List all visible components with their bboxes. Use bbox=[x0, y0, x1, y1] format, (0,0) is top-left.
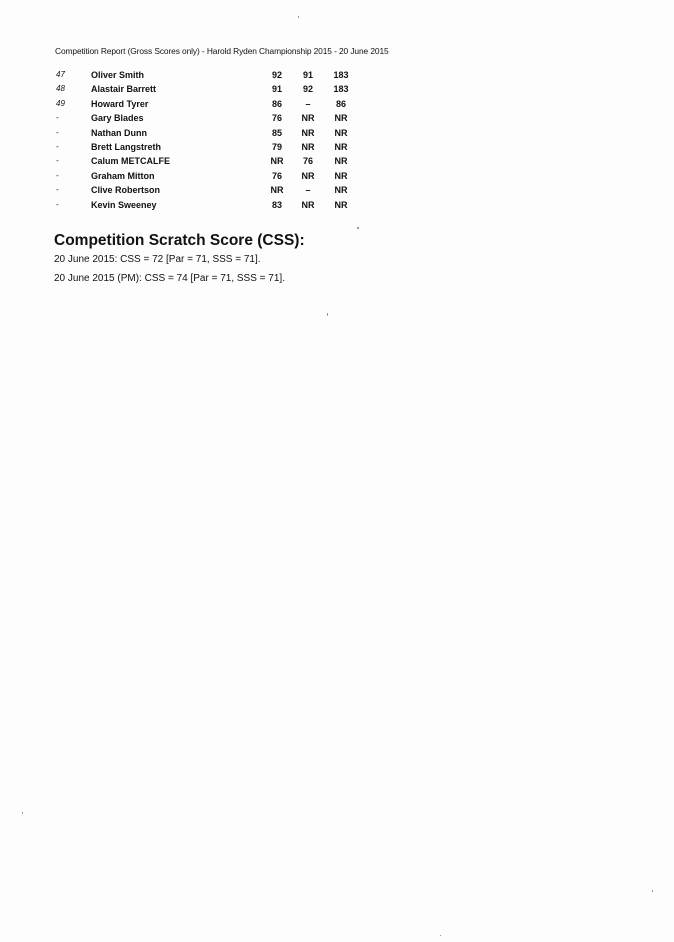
round1-score: NR bbox=[270, 156, 284, 167]
results-table bbox=[0, 70, 674, 214]
round2-score: NR bbox=[301, 199, 315, 210]
player-name: Clive Robertson bbox=[91, 185, 161, 196]
round2-score: 76 bbox=[302, 156, 313, 167]
total-score: NR bbox=[334, 141, 348, 152]
total-score: NR bbox=[334, 185, 348, 196]
report-header: Competition Report (Gross Scores only) - Harold Ryden Championship 2015 - 20 June 2015 bbox=[55, 46, 389, 56]
total-score: NR bbox=[334, 170, 348, 181]
table-row bbox=[0, 113, 674, 127]
scan-speck bbox=[298, 16, 299, 18]
round1-score: 83 bbox=[271, 199, 282, 210]
scan-speck bbox=[652, 890, 653, 892]
round1-score: 85 bbox=[271, 127, 282, 138]
position: - bbox=[56, 141, 59, 151]
round2-score: NR bbox=[301, 141, 315, 152]
scan-speck bbox=[327, 313, 328, 316]
table-row bbox=[0, 156, 674, 170]
css-line: 20 June 2015: CSS = 72 [Par = 71, SSS = 71]. bbox=[54, 254, 261, 265]
position: - bbox=[56, 113, 59, 123]
round2-score: NR bbox=[301, 170, 315, 181]
position: 48 bbox=[56, 84, 65, 94]
table-row bbox=[0, 128, 674, 142]
total-score: NR bbox=[334, 127, 348, 138]
round2-score: – bbox=[305, 98, 311, 109]
player-name: Brett Langstreth bbox=[91, 141, 162, 152]
round2-score: NR bbox=[301, 127, 315, 138]
round1-score: 86 bbox=[271, 98, 282, 109]
player-name: Gary Blades bbox=[91, 113, 144, 124]
total-score: NR bbox=[334, 199, 348, 210]
total-score: NR bbox=[334, 113, 348, 124]
table-row bbox=[0, 185, 674, 199]
round2-score: 92 bbox=[302, 84, 313, 95]
position: 47 bbox=[56, 70, 65, 79]
player-name: Nathan Dunn bbox=[91, 127, 147, 138]
position: 49 bbox=[56, 98, 65, 108]
round2-score: 91 bbox=[302, 70, 313, 80]
round1-score: 79 bbox=[271, 141, 282, 152]
table-row bbox=[0, 171, 674, 185]
player-name: Graham Mitton bbox=[91, 170, 155, 181]
position: - bbox=[56, 170, 59, 180]
position: - bbox=[56, 199, 59, 209]
round1-score: 91 bbox=[271, 84, 282, 95]
total-score: 183 bbox=[333, 84, 349, 95]
table-row bbox=[0, 142, 674, 156]
table-row bbox=[0, 99, 674, 113]
table-row bbox=[0, 200, 674, 214]
round1-score: 76 bbox=[271, 170, 282, 181]
round1-score: NR bbox=[270, 185, 284, 196]
total-score: 86 bbox=[335, 98, 346, 109]
player-name: Howard Tyrer bbox=[91, 98, 149, 109]
player-name: Oliver Smith bbox=[91, 70, 145, 80]
round1-score: 76 bbox=[271, 113, 282, 124]
total-score: NR bbox=[334, 156, 348, 167]
round2-score: NR bbox=[301, 113, 315, 124]
round1-score: 92 bbox=[271, 70, 282, 80]
player-name: Calum METCALFE bbox=[91, 156, 171, 167]
total-score: 183 bbox=[333, 70, 349, 80]
table-row bbox=[0, 84, 674, 98]
scan-speck bbox=[440, 935, 441, 936]
css-heading: Competition Scratch Score (CSS): bbox=[54, 232, 305, 249]
position: - bbox=[56, 156, 59, 166]
position: - bbox=[56, 127, 59, 137]
player-name: Kevin Sweeney bbox=[91, 199, 157, 210]
table-row bbox=[0, 70, 674, 84]
position: - bbox=[56, 185, 59, 195]
player-name: Alastair Barrett bbox=[91, 84, 157, 95]
css-line: 20 June 2015 (PM): CSS = 74 [Par = 71, SSS = 71]. bbox=[54, 273, 285, 284]
round2-score: – bbox=[305, 185, 311, 196]
scan-speck bbox=[22, 812, 23, 814]
scan-speck bbox=[357, 227, 359, 229]
